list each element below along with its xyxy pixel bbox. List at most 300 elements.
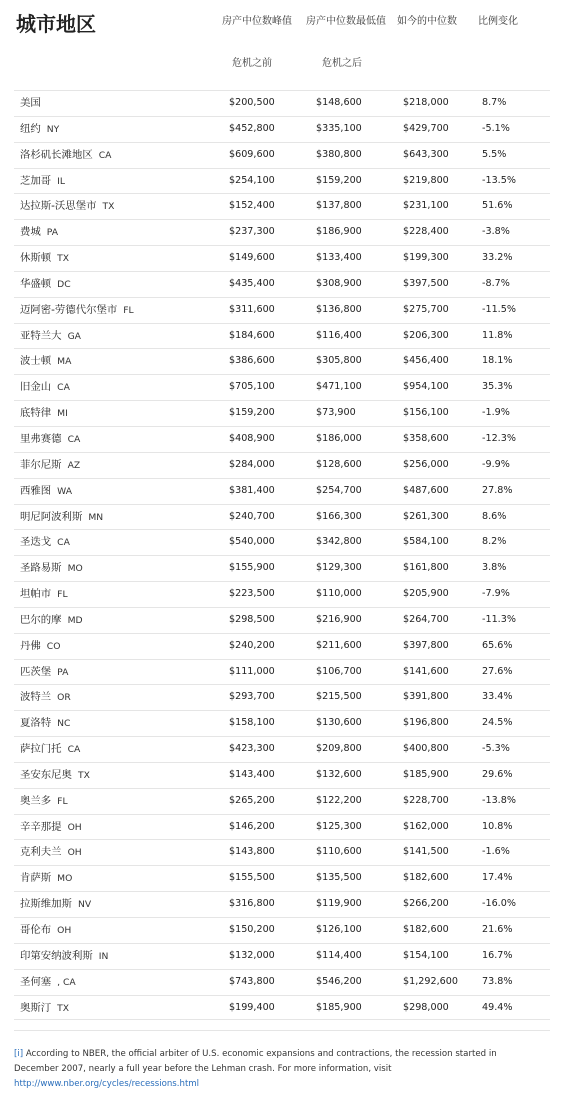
state-code: WA: [57, 485, 73, 497]
footnote-marker[interactable]: [i]: [14, 1049, 24, 1059]
change-value: 33.4%: [482, 691, 513, 703]
current-value: $154,100: [403, 949, 449, 961]
change-value: 21.6%: [482, 924, 513, 935]
city-name: 肯萨斯: [20, 872, 52, 885]
table-row: [14, 659, 550, 685]
change-value: -7.9%: [482, 588, 510, 600]
current-value: $161,800: [403, 562, 449, 574]
low-value: $215,500: [316, 691, 362, 703]
city-cell: [20, 298, 134, 323]
city-cell: [20, 117, 59, 142]
city-cell: [20, 453, 80, 478]
change-value: 3.8%: [482, 562, 507, 574]
city-cell: [20, 711, 70, 736]
city-name: 巴尔的摩: [20, 613, 62, 626]
table-row: [14, 193, 550, 219]
table-row: [14, 581, 550, 607]
current-value: $261,300: [403, 510, 449, 522]
city-cell: [20, 556, 83, 581]
city-cell: [20, 815, 82, 840]
current-value: $264,700: [403, 613, 449, 625]
city-name: 洛杉矶长滩地区: [20, 148, 93, 161]
low-value: $73,900: [316, 407, 356, 419]
current-value: $228,700: [403, 794, 449, 806]
city-cell: [20, 763, 90, 788]
change-value: -16.0%: [482, 898, 516, 910]
city-name: 圣安东尼奥: [20, 768, 72, 781]
state-code: MO: [67, 563, 83, 575]
footnote-text: According to NBER, the official arbiter of U.S. economic expansions and contractions, the recession started in December 2007, nearly a full year before the Lehman crash. For more information, visit: [14, 1049, 497, 1074]
table-row: [14, 684, 550, 710]
table-row: [14, 607, 550, 633]
table-row: [14, 348, 550, 374]
table-row: [14, 452, 550, 478]
header-peak: 房产中位数峰值: [222, 16, 292, 27]
table-row: [14, 400, 550, 426]
city-cell: [20, 789, 68, 814]
state-code: TX: [77, 769, 90, 781]
city-name: 奥斯汀: [20, 1001, 52, 1014]
change-value: -13.5%: [482, 174, 516, 186]
table-row: [14, 478, 550, 504]
peak-value: $423,300: [229, 743, 275, 755]
state-code: TX: [102, 201, 115, 213]
peak-value: $386,600: [229, 355, 275, 367]
city-cell: [20, 220, 58, 245]
city-cell: [20, 892, 91, 917]
peak-value: $452,800: [229, 122, 275, 134]
city-name: 费城: [20, 226, 41, 239]
header-low: 房产中位数最低值: [306, 16, 386, 27]
state-code: PA: [46, 227, 59, 239]
low-value: $254,700: [316, 484, 362, 496]
current-value: $231,100: [403, 200, 449, 212]
data-table: [14, 90, 550, 1020]
state-code: MD: [67, 614, 83, 626]
table-row: [14, 633, 550, 659]
current-value: $429,700: [403, 122, 449, 134]
city-name: 丹佛: [20, 639, 41, 652]
current-value: $141,500: [403, 846, 449, 858]
low-value: $114,400: [316, 949, 362, 961]
current-value: $266,200: [403, 898, 449, 910]
low-value: $159,200: [316, 174, 362, 186]
low-value: $308,900: [316, 277, 362, 289]
low-value: $130,600: [316, 717, 362, 729]
current-value: $205,900: [403, 588, 449, 600]
city-name: 圣路易斯: [20, 562, 62, 575]
city-name: 匹茨堡: [20, 665, 52, 678]
table-row: [14, 943, 550, 969]
low-value: $471,100: [316, 381, 362, 393]
city-name: 波士顿: [20, 355, 52, 368]
table-row: [14, 555, 550, 581]
table-row: [14, 995, 550, 1021]
change-value: 29.6%: [482, 768, 513, 780]
change-value: 8.6%: [482, 510, 507, 522]
change-value: -12.3%: [482, 432, 516, 444]
city-cell: [20, 918, 71, 943]
table-row: [14, 710, 550, 736]
change-value: 18.1%: [482, 355, 513, 367]
change-value: 49.4%: [482, 1001, 513, 1013]
change-value: -5.3%: [482, 743, 510, 755]
change-value: 5.5%: [482, 148, 507, 160]
peak-value: $159,200: [229, 407, 275, 419]
table-row: [14, 426, 550, 452]
current-value: $643,300: [403, 148, 449, 160]
peak-value: $223,500: [229, 588, 275, 600]
change-value: -11.5%: [482, 303, 516, 315]
state-code: FL: [57, 589, 68, 601]
peak-value: $132,000: [229, 949, 275, 961]
current-value: $141,600: [403, 665, 449, 677]
low-value: $126,100: [316, 924, 362, 935]
low-value: $166,300: [316, 510, 362, 522]
change-value: 16.7%: [482, 949, 513, 961]
city-cell: [20, 944, 108, 969]
table-row: [14, 529, 550, 555]
change-value: 10.8%: [482, 820, 513, 832]
current-value: $275,700: [403, 303, 449, 315]
city-cell: [20, 866, 72, 891]
low-value: $546,200: [316, 975, 362, 987]
city-cell: [20, 401, 68, 426]
state-code: CO: [46, 640, 61, 652]
city-name: 达拉斯-沃思堡市: [20, 200, 97, 213]
city-name: 圣迭戈: [20, 536, 52, 549]
low-value: $342,800: [316, 536, 362, 548]
state-code: CA: [57, 382, 70, 394]
peak-value: $311,600: [229, 303, 275, 315]
city-name: 克利夫兰: [20, 846, 62, 859]
low-value: $186,000: [316, 432, 362, 444]
change-value: 33.2%: [482, 252, 513, 264]
low-value: $335,100: [316, 122, 362, 134]
footer: [14, 1030, 550, 1089]
peak-value: $155,500: [229, 872, 275, 884]
footnote: [14, 1047, 514, 1092]
change-value: 27.6%: [482, 665, 513, 677]
state-code: MI: [57, 408, 68, 420]
state-code: PA: [57, 666, 69, 678]
current-value: $206,300: [403, 329, 449, 341]
state-code: TX: [57, 1002, 70, 1014]
peak-value: $152,400: [229, 200, 275, 212]
state-code: CA: [57, 537, 70, 549]
city-name: 华盛顿: [20, 277, 52, 290]
peak-value: $743,800: [229, 975, 275, 987]
current-value: $156,100: [403, 407, 449, 419]
state-code: CA: [98, 149, 112, 161]
city-cell: [20, 246, 69, 271]
table-row: [14, 814, 550, 840]
header-now: 如今的中位数: [397, 16, 457, 27]
change-value: 8.7%: [482, 97, 507, 108]
city-name: 底特律: [20, 407, 52, 420]
city-name: 芝加哥: [20, 174, 52, 187]
state-code: IL: [57, 175, 66, 187]
current-value: $218,000: [403, 97, 449, 108]
city-name: 印第安纳波利斯: [20, 949, 93, 962]
city-name: 迈阿密-劳德代尔堡市: [20, 303, 118, 316]
low-value: $305,800: [316, 355, 362, 367]
footnote-link[interactable]: http://www.nber.org/cycles/recessions.html: [14, 1079, 200, 1089]
change-value: -3.8%: [482, 226, 510, 238]
low-value: $122,200: [316, 794, 362, 806]
city-name: 纽约: [20, 122, 41, 135]
current-value: $1,292,600: [403, 975, 458, 987]
peak-value: $184,600: [229, 329, 275, 341]
change-value: 24.5%: [482, 717, 513, 729]
current-value: $182,600: [403, 924, 449, 935]
city-cell: [20, 582, 68, 607]
low-value: $128,600: [316, 458, 362, 470]
low-value: $216,900: [316, 613, 362, 625]
state-code: , CA: [57, 976, 76, 988]
city-name: 菲尔尼斯: [20, 458, 62, 471]
change-value: 35.3%: [482, 381, 513, 393]
state-code: OH: [57, 925, 72, 936]
change-value: -1.6%: [482, 846, 510, 858]
city-name: 里弗赛德: [20, 432, 62, 445]
current-value: $391,800: [403, 691, 449, 703]
state-code: CA: [67, 433, 81, 445]
low-value: $125,300: [316, 820, 362, 832]
peak-value: $408,900: [229, 432, 275, 444]
city-cell: [20, 143, 111, 168]
state-code: GA: [67, 330, 81, 342]
current-value: $456,400: [403, 355, 449, 367]
table-row: [14, 219, 550, 245]
city-cell: [20, 194, 114, 219]
table-row: [14, 90, 550, 116]
low-value: $136,800: [316, 303, 362, 315]
state-code: NY: [46, 123, 60, 135]
city-name: 休斯顿: [20, 252, 52, 265]
table-row: [14, 142, 550, 168]
low-value: $380,800: [316, 148, 362, 160]
city-name: 奥兰多: [20, 794, 52, 807]
current-value: $358,600: [403, 432, 449, 444]
table-row: [14, 116, 550, 142]
low-value: $135,500: [316, 872, 362, 884]
state-code: TX: [57, 253, 70, 265]
state-code: FL: [123, 304, 134, 316]
city-cell: [20, 608, 83, 633]
city-cell: [20, 169, 65, 194]
low-value: $110,000: [316, 588, 362, 600]
low-value: $110,600: [316, 846, 362, 858]
change-value: 17.4%: [482, 872, 513, 884]
city-cell: [20, 970, 76, 995]
low-value: $119,900: [316, 898, 362, 910]
current-value: $397,800: [403, 639, 449, 651]
low-value: $209,800: [316, 743, 362, 755]
current-value: $397,500: [403, 277, 449, 289]
peak-value: $540,000: [229, 536, 275, 548]
current-value: $185,900: [403, 768, 449, 780]
current-value: $199,300: [403, 252, 449, 264]
state-code: FL: [57, 795, 68, 807]
subheader-after: 危机之后: [322, 58, 362, 69]
change-value: 11.8%: [482, 329, 513, 341]
header-change: 比例变化: [478, 16, 518, 27]
current-value: $487,600: [403, 484, 449, 496]
city-cell: [20, 427, 80, 452]
current-value: $256,000: [403, 458, 449, 470]
current-value: $954,100: [403, 381, 449, 393]
city-name: 夏洛特: [20, 717, 52, 730]
state-code: NV: [77, 899, 92, 911]
city-name: 旧金山: [20, 381, 52, 394]
change-value: 65.6%: [482, 639, 513, 651]
change-value: -11.3%: [482, 613, 516, 625]
city-cell: [20, 349, 71, 374]
peak-value: $316,800: [229, 898, 275, 910]
state-code: NC: [57, 718, 71, 730]
low-value: $185,900: [316, 1001, 362, 1013]
change-value: -8.7%: [482, 277, 510, 289]
current-value: $400,800: [403, 743, 449, 755]
change-value: -5.1%: [482, 122, 510, 134]
state-code: MO: [57, 873, 73, 885]
peak-value: $237,300: [229, 226, 275, 238]
state-code: OH: [67, 821, 82, 833]
city-name: 拉斯维加斯: [20, 898, 72, 911]
state-code: CA: [67, 744, 81, 756]
peak-value: $199,400: [229, 1001, 275, 1013]
peak-value: $298,500: [229, 613, 275, 625]
low-value: $211,600: [316, 639, 362, 651]
peak-value: $381,400: [229, 484, 275, 496]
low-value: $116,400: [316, 329, 362, 341]
peak-value: $265,200: [229, 794, 275, 806]
peak-value: $254,100: [229, 174, 275, 186]
city-name: 波特兰: [20, 691, 52, 704]
city-name: 萨拉门托: [20, 743, 62, 756]
change-value: 27.8%: [482, 484, 513, 496]
city-cell: [20, 996, 69, 1021]
city-cell: [20, 634, 60, 659]
state-code: DC: [57, 278, 71, 290]
peak-value: $240,200: [229, 639, 275, 651]
peak-value: $149,600: [229, 252, 275, 264]
peak-value: $158,100: [229, 717, 275, 729]
peak-value: $435,400: [229, 277, 275, 289]
current-value: $182,600: [403, 872, 449, 884]
peak-value: $293,700: [229, 691, 275, 703]
city-name: 哥伦布: [20, 924, 52, 936]
change-value: -1.9%: [482, 407, 510, 419]
current-value: $162,000: [403, 820, 449, 832]
peak-value: $143,800: [229, 846, 275, 858]
table-row: [14, 736, 550, 762]
change-value: 8.2%: [482, 536, 507, 548]
state-code: MA: [57, 356, 72, 368]
table-row: [14, 323, 550, 349]
table-row: [14, 374, 550, 400]
peak-value: $284,000: [229, 458, 275, 470]
city-cell: [20, 530, 70, 555]
low-value: $148,600: [316, 97, 362, 108]
low-value: $133,400: [316, 252, 362, 264]
table-row: [14, 788, 550, 814]
city-cell: [20, 660, 68, 685]
city-name: 西雅图: [20, 484, 52, 497]
change-value: -9.9%: [482, 458, 510, 470]
city-cell: [20, 324, 81, 349]
peak-value: $240,700: [229, 510, 275, 522]
city-cell: [20, 479, 72, 504]
low-value: $137,800: [316, 200, 362, 212]
city-cell: [20, 685, 71, 710]
peak-value: $705,100: [229, 381, 275, 393]
peak-value: $146,200: [229, 820, 275, 832]
state-code: OH: [67, 847, 82, 859]
peak-value: $200,500: [229, 97, 275, 108]
low-value: $106,700: [316, 665, 362, 677]
city-name: 明尼阿波利斯: [20, 510, 83, 523]
subheader-before: 危机之前: [232, 58, 272, 69]
city-name: 圣何塞: [20, 975, 52, 988]
current-value: $196,800: [403, 717, 449, 729]
state-code: AZ: [67, 459, 81, 471]
city-cell: [20, 737, 80, 762]
peak-value: $111,000: [229, 665, 275, 677]
peak-value: $155,900: [229, 562, 275, 574]
current-value: $228,400: [403, 226, 449, 238]
table-row: [14, 917, 550, 943]
page-title: 城市地区: [16, 12, 96, 36]
table-row: [14, 969, 550, 995]
table-row: [14, 865, 550, 891]
table-row: [14, 271, 550, 297]
table-row: [14, 891, 550, 917]
city-name: 亚特兰大: [20, 329, 62, 342]
table-row: [14, 245, 550, 271]
low-value: $132,600: [316, 768, 362, 780]
table-row: [14, 504, 550, 530]
city-name: 辛辛那提: [20, 820, 62, 833]
city-name: 美国: [20, 97, 41, 109]
city-name: 坦帕市: [20, 588, 52, 601]
table-row: [14, 839, 550, 865]
current-value: $298,000: [403, 1001, 449, 1013]
table-row: [14, 168, 550, 194]
peak-value: $609,600: [229, 148, 275, 160]
state-code: MN: [88, 511, 104, 523]
city-cell: [20, 505, 103, 530]
city-cell: [20, 375, 70, 400]
state-code: IN: [98, 950, 109, 962]
change-value: 51.6%: [482, 200, 513, 212]
low-value: $186,900: [316, 226, 362, 238]
peak-value: $150,200: [229, 924, 275, 935]
table-row: [14, 762, 550, 788]
change-value: 73.8%: [482, 975, 513, 987]
table-row: [14, 297, 550, 323]
low-value: $129,300: [316, 562, 362, 574]
city-cell: [20, 91, 47, 116]
city-cell: [20, 272, 71, 297]
current-value: $584,100: [403, 536, 449, 548]
peak-value: $143,400: [229, 768, 275, 780]
current-value: $219,800: [403, 174, 449, 186]
state-code: OR: [57, 692, 71, 704]
change-value: -13.8%: [482, 794, 516, 806]
city-cell: [20, 840, 82, 865]
